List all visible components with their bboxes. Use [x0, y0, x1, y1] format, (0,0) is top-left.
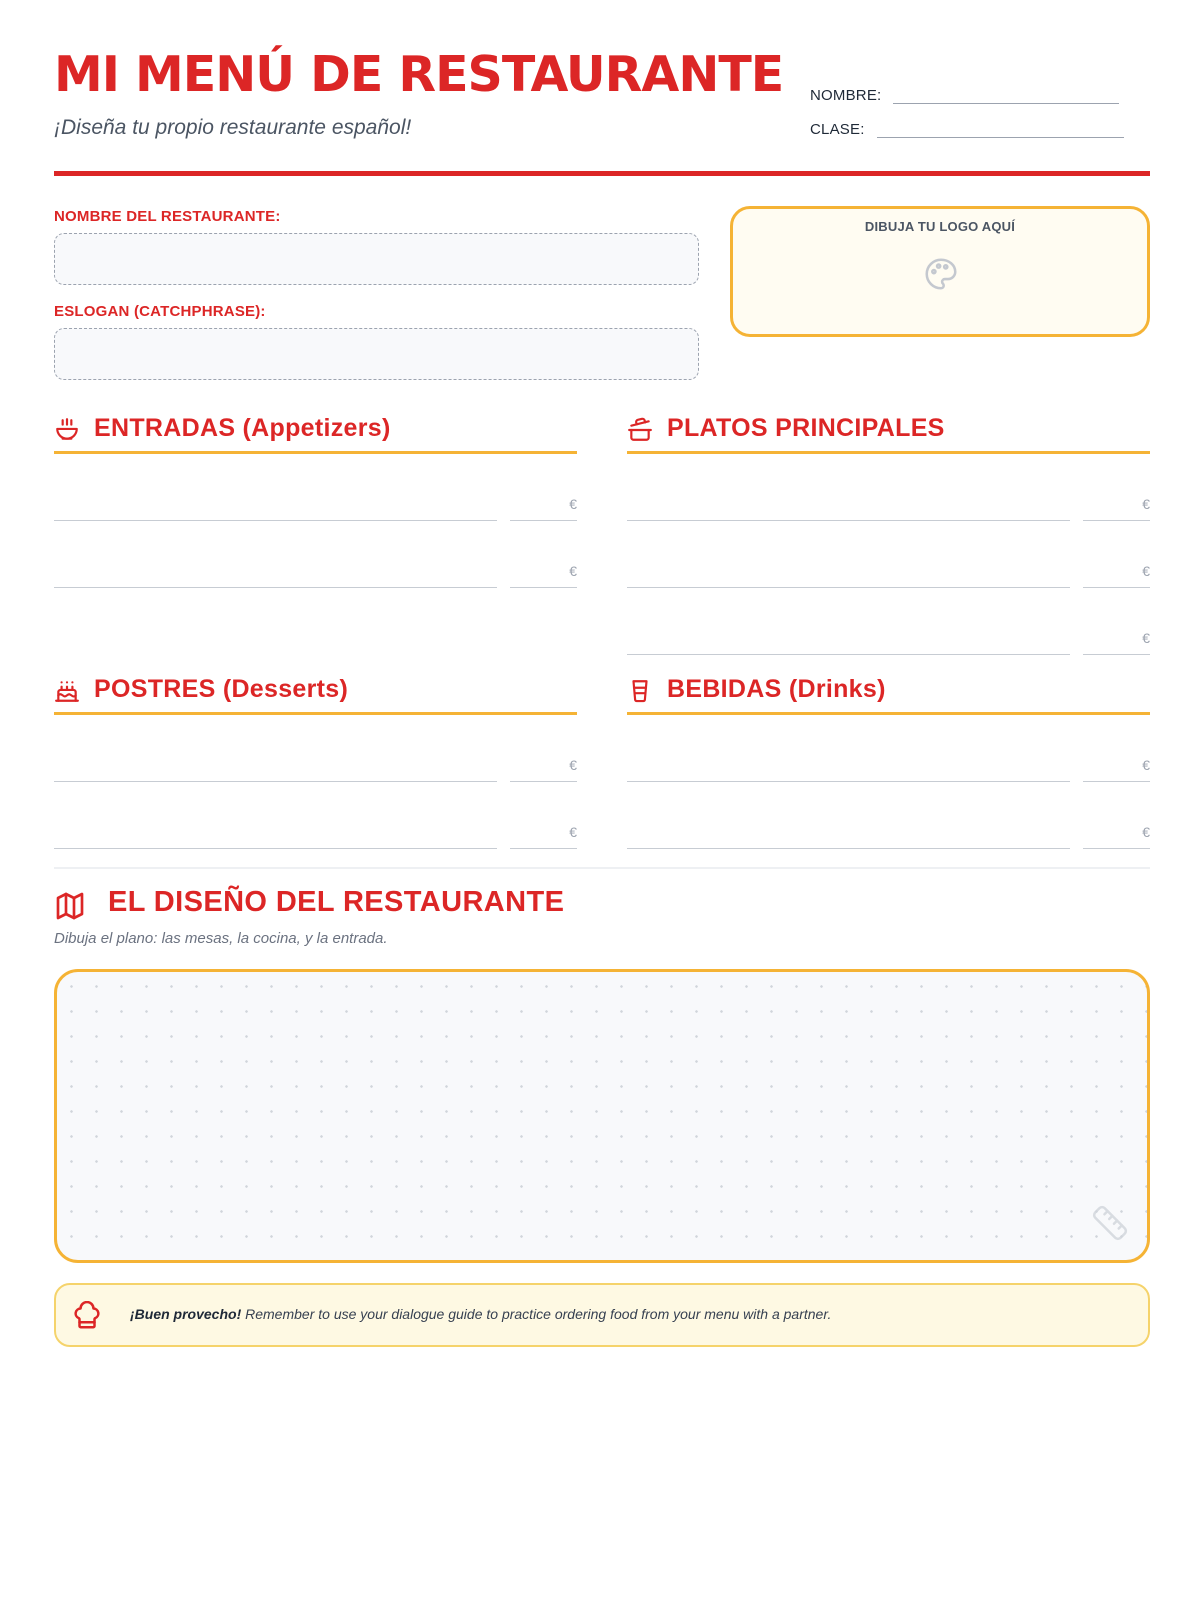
cake-icon: [54, 678, 80, 704]
class-field-row: [810, 120, 1124, 138]
menu-item-row: [54, 715, 577, 782]
menu-item-row: [627, 715, 1150, 782]
tip-body: Remember to use your dialogue guide to practice ordering food from your menu with a partner.: [241, 1306, 832, 1322]
soup-bowl-icon: [54, 417, 80, 443]
palette-icon: [922, 255, 960, 293]
section-title-principales: PLATOS PRINCIPALES: [667, 414, 945, 442]
worksheet-page: [54, 0, 1150, 1600]
menu-item-row: [627, 521, 1150, 588]
chef-hat-icon: [72, 1301, 102, 1331]
menu-item-row: [54, 454, 577, 521]
name-label: NOMBRE:: [810, 87, 882, 104]
section-title-postres: POSTRES (Desserts): [94, 675, 349, 703]
item-price-line[interactable]: [510, 563, 577, 588]
restaurant-name-label: NOMBRE DEL RESTAURANTE:: [54, 208, 281, 225]
item-name-line[interactable]: [627, 848, 1070, 849]
ruler-icon: [1091, 1204, 1129, 1242]
logo-drawing-box[interactable]: [730, 206, 1150, 337]
floor-plan-drawing-area[interactable]: [54, 969, 1150, 1263]
euro-symbol: €: [569, 757, 577, 773]
euro-symbol: €: [1142, 630, 1150, 646]
cooking-pot-icon: [627, 417, 653, 443]
euro-symbol: €: [1142, 563, 1150, 579]
item-price-line[interactable]: [510, 824, 577, 849]
restaurant-name-box[interactable]: [54, 233, 699, 285]
section-postres: [54, 667, 577, 849]
name-input-line[interactable]: [893, 86, 1119, 104]
menu-item-row: [54, 521, 577, 588]
section-title-entradas: ENTRADAS (Appetizers): [94, 414, 391, 442]
item-name-line[interactable]: [54, 848, 497, 849]
slogan-label: ESLOGAN (CATCHPHRASE):: [54, 303, 266, 320]
euro-symbol: €: [1142, 824, 1150, 840]
slogan-box[interactable]: [54, 328, 699, 380]
section-header: [627, 406, 1150, 454]
class-input-line[interactable]: [877, 120, 1124, 138]
plan-title: EL DISEÑO DEL RESTAURANTE: [108, 886, 565, 918]
item-price-line[interactable]: [1083, 824, 1150, 849]
menu-item-row: [627, 454, 1150, 521]
menu-item-row: [54, 782, 577, 849]
euro-symbol: €: [1142, 757, 1150, 773]
plan-instructions: Dibuja el plano: las mesas, la cocina, y la entrada.: [54, 930, 388, 947]
class-label: CLASE:: [810, 121, 865, 138]
section-title-bebidas: BEBIDAS (Drinks): [667, 675, 886, 703]
item-name-line[interactable]: [627, 654, 1070, 655]
logo-label: DIBUJA TU LOGO AQUÍ: [864, 219, 1016, 234]
section-entradas: [54, 406, 577, 588]
menu-item-row: [627, 782, 1150, 849]
menu-item-row: [627, 588, 1150, 655]
euro-symbol: €: [569, 496, 577, 512]
tip-text: [130, 1306, 831, 1322]
page-title: MI MENÚ DE RESTAURANTE: [54, 46, 784, 103]
page-subtitle: ¡Diseña tu propio restaurante español!: [54, 116, 412, 139]
item-price-line[interactable]: [1083, 630, 1150, 655]
section-header: [54, 667, 577, 715]
euro-symbol: €: [1142, 496, 1150, 512]
tip-emphasis: ¡Buen provecho!: [130, 1306, 242, 1322]
section-header: [627, 667, 1150, 715]
euro-symbol: €: [569, 563, 577, 579]
header-divider: [54, 171, 1150, 176]
euro-symbol: €: [569, 824, 577, 840]
section-divider: [54, 867, 1150, 869]
tip-banner: [54, 1283, 1150, 1347]
map-icon: [54, 890, 86, 922]
item-name-line[interactable]: [54, 587, 497, 588]
section-principales: [627, 406, 1150, 655]
name-field-row: [810, 86, 1119, 104]
cup-icon: [627, 678, 653, 704]
section-bebidas: [627, 667, 1150, 849]
section-header: [54, 406, 577, 454]
